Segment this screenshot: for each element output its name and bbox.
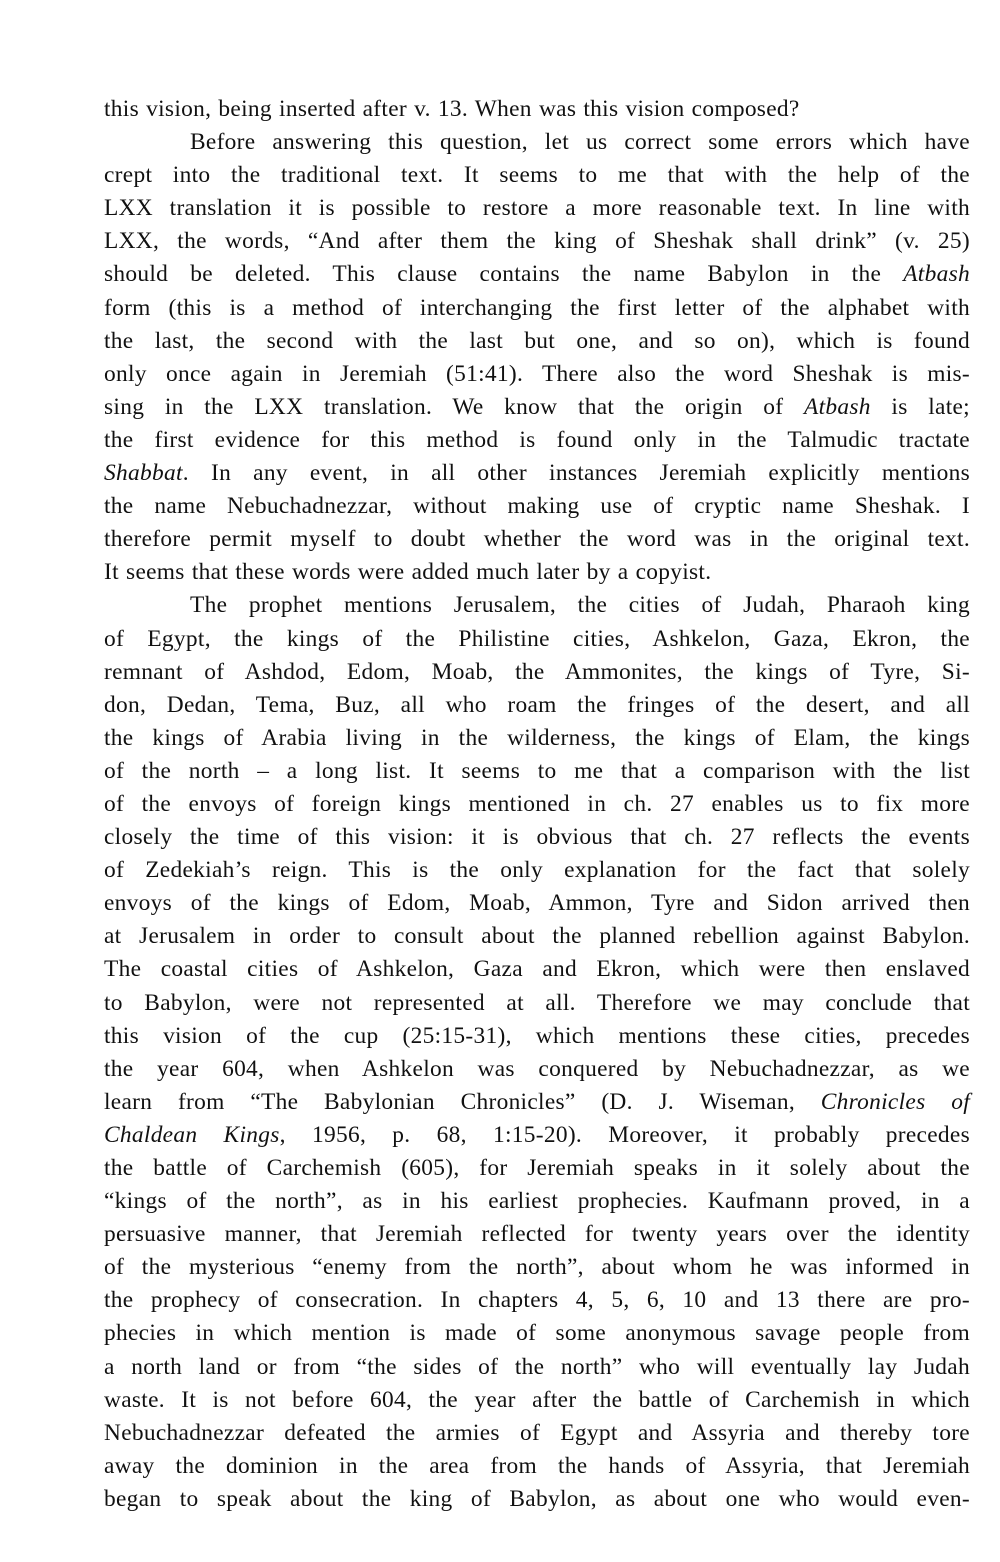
text-line: the name Nebuchadnezzar, without making use of cryptic name Sheshak. I xyxy=(104,493,970,520)
text-line: to Babylon, were not represented at all. Therefore we may conclude that xyxy=(104,989,970,1016)
body-text xyxy=(104,93,970,1516)
text-line: of the envoys of foreign kings mentioned in ch. 27 enables us to fix more xyxy=(104,790,970,817)
text-line: the year 604, when Ashkelon was conquered by Nebuchadnezzar, as we xyxy=(104,1055,970,1082)
text-line: envoys of the kings of Edom, Moab, Ammon, Tyre and Sidon arrived then xyxy=(104,890,970,917)
text-span: should be deleted. This clause contains the name Babylon in the xyxy=(104,261,904,288)
italic-text-span: Chronicles of xyxy=(820,1088,970,1115)
text-line xyxy=(104,391,970,424)
text-line xyxy=(104,457,970,490)
italic-text-span: Shabbat xyxy=(104,460,183,487)
text-line: Before answering this question, let us correct some errors which have xyxy=(190,129,970,156)
text-line xyxy=(104,258,970,291)
text-span: , 1956, p. 68, 1:15-20). Moreover, it probably precedes xyxy=(279,1121,970,1148)
text-line xyxy=(104,1119,970,1152)
text-line: don, Dedan, Tema, Buz, all who roam the fringes of the desert, and all xyxy=(104,691,970,718)
text-line: began to speak about the king of Babylon, as about one who would even- xyxy=(104,1485,970,1512)
text-line: “kings of the north”, as in his earliest prophecies. Kaufmann proved, in a xyxy=(104,1188,970,1215)
text-line: the prophecy of consecration. In chapters 4, 5, 6, 10 and 13 there are pro- xyxy=(104,1287,970,1314)
text-line: of Egypt, the kings of the Philistine cities, Ashkelon, Gaza, Ekron, the xyxy=(104,625,970,652)
text-line: of Zedekiah’s reign. This is the only explanation for the fact that solely xyxy=(104,857,970,884)
text-line: the last, the second with the last but one, and so on), which is found xyxy=(104,327,970,354)
text-span: . In any event, in all other instances Jeremiah explicitly mentions xyxy=(182,460,970,487)
text-line: LXX translation it is possible to restore a more reasonable text. In line with xyxy=(104,195,970,222)
text-line: only once again in Jeremiah (51:41). There also the word Sheshak is mis- xyxy=(104,360,970,387)
text-line: away the dominion in the area from the hands of Assyria, that Jeremiah xyxy=(104,1452,970,1479)
text-line: closely the time of this vision: it is obvious that ch. 27 reflects the events xyxy=(104,824,970,851)
text-line: remnant of Ashdod, Edom, Moab, the Ammonites, the kings of Tyre, Si- xyxy=(104,658,970,685)
text-line: this vision, being inserted after v. 13. When was this vision composed? xyxy=(104,96,800,122)
text-line: Nebuchadnezzar defeated the armies of Egypt and Assyria and thereby tore xyxy=(104,1419,970,1446)
text-span: learn from “The Babylonian Chronicles” (D. J. Wiseman, xyxy=(104,1088,821,1115)
text-line: the kings of Arabia living in the wilderness, the kings of Elam, the kings xyxy=(104,724,970,751)
text-line xyxy=(104,1086,970,1119)
text-line: persuasive manner, that Jeremiah reflected for twenty years over the identity xyxy=(104,1221,970,1248)
text-line: The coastal cities of Ashkelon, Gaza and Ekron, which were then enslaved xyxy=(104,956,970,983)
text-line: a north land or from “the sides of the north” who will eventually lay Judah xyxy=(104,1353,970,1380)
text-line: therefore permit myself to doubt whether the word was in the original text. xyxy=(104,526,970,553)
text-line: the first evidence for this method is found only in the Talmudic tractate xyxy=(104,426,970,453)
italic-text-span: Atbash xyxy=(903,261,970,288)
text-line: crept into the traditional text. It seems to me that with the help of the xyxy=(104,162,970,189)
text-line: LXX, the words, “And after them the king of Sheshak shall drink” (v. 25) xyxy=(104,228,970,255)
italic-text-span: Chaldean Kings xyxy=(104,1121,280,1148)
text-span: sing in the LXX translation. We know that the origin of xyxy=(104,393,804,420)
italic-text-span: Atbash xyxy=(803,393,871,420)
text-line: waste. It is not before 604, the year after the battle of Carchemish in which xyxy=(104,1386,970,1413)
text-line: of the mysterious “enemy from the north”, about whom he was informed in xyxy=(104,1254,970,1281)
text-line: at Jerusalem in order to consult about the planned rebellion against Babylon. xyxy=(104,923,970,950)
text-line: this vision of the cup (25:15-31), which mentions these cities, precedes xyxy=(104,1022,970,1049)
text-span: is late; xyxy=(870,393,970,420)
text-line: form (this is a method of interchanging the first letter of the alphabet with xyxy=(104,294,970,321)
text-line: the battle of Carchemish (605), for Jeremiah speaks in it solely about the xyxy=(104,1155,970,1181)
text-line: of the north – a long list. It seems to me that a comparison with the list xyxy=(104,757,970,784)
text-line: The prophet mentions Jerusalem, the cities of Judah, Pharaoh king xyxy=(190,592,970,619)
text-line: phecies in which mention is made of some anonymous savage people from xyxy=(104,1320,970,1347)
text-line: It seems that these words were added much later by a copyist. xyxy=(104,559,712,586)
